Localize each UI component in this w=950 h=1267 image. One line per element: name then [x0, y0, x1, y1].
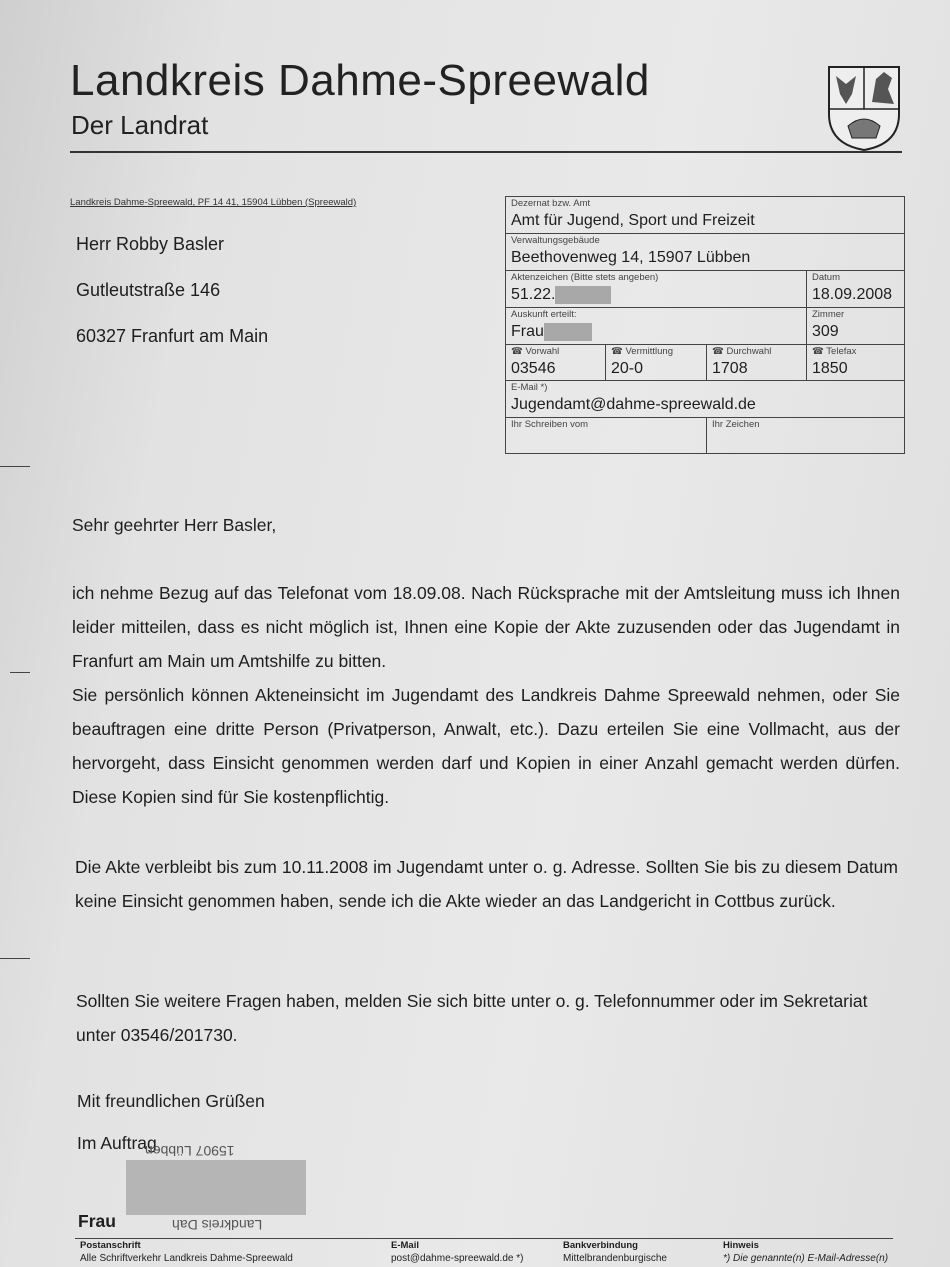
footer-rule — [75, 1238, 893, 1239]
gebaeude-cell — [506, 234, 905, 271]
telefax-cell — [807, 345, 905, 381]
zimmer-cell — [807, 308, 905, 345]
email-value: Jugendamt@dahme-spreewald.de — [511, 396, 756, 413]
sender-return-address: Landkreis Dahme-Spreewald, PF 14 41, 15904 Lübben (Spreewald) — [70, 197, 357, 208]
salutation: Sehr geehrter Herr Basler, — [72, 515, 277, 535]
zimmer-value: 309 — [812, 323, 839, 340]
gebaeude-value: Beethovenweg 14, 15907 Lübben — [511, 249, 751, 266]
reference-info-box — [505, 196, 905, 454]
footer-hinweis: *) Die genannte(n) E-Mail-Adresse(n) — [723, 1253, 889, 1264]
vermittlung-label: ☎ Vermittlung — [611, 346, 673, 357]
dezernat-value: Amt für Jugend, Sport und Freizeit — [511, 212, 755, 229]
dezernat-label: Dezernat bzw. Amt — [511, 198, 591, 209]
redaction — [544, 323, 592, 341]
closing: Mit freundlichen Grüßen — [77, 1091, 265, 1111]
redaction — [555, 286, 611, 304]
authority-title: Landkreis Dahme-Spreewald — [70, 56, 650, 105]
datum-label: Datum — [812, 272, 840, 283]
fold-mark — [0, 958, 30, 959]
recipient-name: Herr Robby Basler — [76, 234, 225, 254]
authority-subtitle: Der Landrat — [71, 110, 209, 140]
stamp-imprint: 15907 Lübben — [145, 1143, 235, 1159]
footer-email-label: E-Mail — [391, 1240, 419, 1251]
footer-bank: Mittelbrandenburgische — [563, 1253, 667, 1264]
vorwahl-value: 03546 — [511, 360, 556, 377]
recipient-city: 60327 Franfurt am Main — [76, 326, 269, 346]
zimmer-label: Zimmer — [812, 309, 845, 320]
stamp-imprint: Landkreis Dah — [172, 1217, 263, 1233]
vorwahl-label: ☎ Vorwahl — [511, 346, 560, 357]
aktenzeichen-cell — [506, 271, 807, 308]
telefax-value: 1850 — [812, 360, 848, 377]
vermittlung-cell — [606, 345, 707, 381]
telefax-label: ☎ Telefax — [812, 346, 857, 357]
durchwahl-cell — [707, 345, 807, 381]
ihr-schreiben-label: Ihr Schreiben vom — [511, 419, 589, 430]
footer-postanschrift: Alle Schriftverkehr Landkreis Dahme-Spreewald — [80, 1253, 293, 1264]
datum-value: 18.09.2008 — [812, 286, 893, 303]
aktenzeichen-value: 51.22. — [511, 286, 556, 304]
aktenzeichen-label: Aktenzeichen (Bitte stets angeben) — [511, 272, 659, 283]
header-rule — [70, 151, 902, 153]
ihr-schreiben-cell — [506, 418, 707, 454]
im-auftrag: Im Auftrag — [77, 1133, 157, 1153]
durchwahl-label: ☎ Durchwahl — [712, 346, 772, 357]
paragraph-1: ich nehme Bezug auf das Telefonat vom 18.09.08. Nach Rücksprache mit der Amtsleitung muss ich Ihnen leider mitteilen, dass es nicht möglich ist, Ihnen eine Kopie der Akte zuzusenden oder das Jugendamt in Franfurt am Main um Amtshilfe zu bitten. — [72, 583, 900, 671]
vermittlung-value: 20-0 — [611, 360, 644, 377]
email-cell — [506, 381, 905, 418]
email-label: E-Mail *) — [511, 382, 548, 393]
signer: Frau — [78, 1211, 116, 1231]
ihr-zeichen-cell — [707, 418, 905, 454]
footer-email: post@dahme-spreewald.de *) — [391, 1253, 524, 1264]
durchwahl-value: 1708 — [712, 360, 748, 377]
fold-mark — [0, 466, 30, 467]
paragraph-3: Die Akte verbleibt bis zum 10.11.2008 im Jugendamt unter o. g. Adresse. Sollten Sie bis zu diesem Datum keine Einsicht genommen haben, sende ich die Akte wieder an das Landgericht in Cottbus zurück. — [75, 857, 898, 911]
gebaeude-label: Verwaltungsgebäude — [511, 235, 600, 246]
paragraph-4: Sollten Sie weitere Fragen haben, melden Sie sich bitte unter o. g. Telefonnummer oder im Sekretariat unter 03546/201730. — [76, 991, 868, 1045]
ihr-zeichen-label: Ihr Zeichen — [712, 419, 760, 430]
vorwahl-cell — [506, 345, 606, 381]
footer-hinweis-label: Hinweis — [723, 1240, 759, 1251]
paragraph-2: Sie persönlich können Akteneinsicht im Jugendamt des Landkreis Dahme Spreewald nehmen, oder Sie beauftragen eine dritte Person (Privatperson, Anwalt, etc.). Dazu erteilen Sie eine Vollmacht, aus der hervorgeht, dass Einsicht genommen werden darf und Kopien in einer Anzahl gemacht werden dürfen. Diese Kopien sind für Sie kostenpflichtig. — [72, 685, 900, 807]
auskunft-label: Auskunft erteilt: — [511, 309, 577, 320]
footer-bank-label: Bankverbindung — [563, 1240, 638, 1251]
auskunft-value: Frau — [511, 323, 544, 341]
coat-of-arms-icon — [826, 64, 902, 152]
punch-mark — [10, 672, 30, 673]
datum-cell — [807, 271, 905, 308]
footer-postanschrift-label: Postanschrift — [80, 1240, 141, 1251]
dezernat-cell — [506, 197, 905, 234]
recipient-street: Gutleutstraße 146 — [76, 280, 221, 300]
auskunft-cell — [506, 308, 807, 345]
